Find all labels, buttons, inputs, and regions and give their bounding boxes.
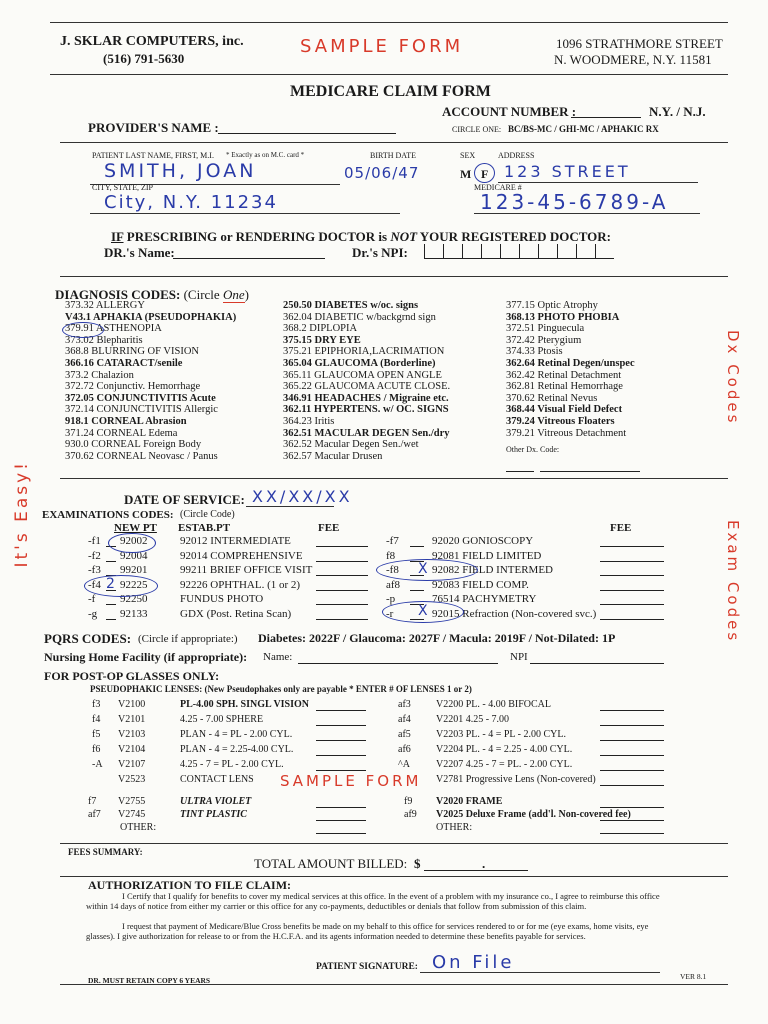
sample-form-stamp: SAMPLE FORM — [300, 36, 464, 57]
birth-date-label: BIRTH DATE — [370, 151, 416, 160]
exam-fcode: -f8 — [386, 564, 399, 576]
diagnosis-code-item[interactable]: 368.8 BLURRING OF VISION — [65, 346, 199, 358]
exam-fcode: -f7 — [386, 535, 399, 547]
exam-fee-field[interactable] — [600, 537, 664, 547]
exam-fcode: -f — [88, 593, 96, 605]
postop-fee-field[interactable] — [600, 811, 664, 821]
postop-desc: CONTACT LENS — [180, 774, 254, 785]
exam-f8-mark: X — [418, 561, 431, 577]
postop-fcode: f3 — [92, 699, 101, 710]
form-title: MEDICARE CLAIM FORM — [290, 83, 491, 100]
postop-code[interactable]: V2107 — [118, 759, 146, 770]
account-label: ACCOUNT NUMBER : — [442, 104, 577, 119]
diagnosis-code-item[interactable]: 375.21 EPIPHORIA,LACRIMATION — [283, 346, 445, 358]
postop-desc[interactable]: V2204 PL. - 4 = 2.25 - 4.00 CYL. — [436, 744, 573, 755]
diagnosis-code-item[interactable]: 368.44 Visual Field Defect — [506, 404, 623, 416]
exam-header-fee-right: FEE — [610, 522, 632, 534]
exam-fcode: f8 — [386, 549, 396, 562]
diagnosis-code-item[interactable]: V43.1 APHAKIA (PSEUDOPHAKIA) — [65, 311, 237, 323]
exam-code[interactable]: 92081 FIELD LIMITED — [432, 549, 542, 562]
dr-npi-boxes[interactable] — [424, 244, 614, 259]
diagnosis-code-item[interactable]: 377.15 Optic Atrophy — [506, 300, 598, 311]
diagnosis-code-item[interactable]: 370.62 Retinal Nevus — [506, 392, 598, 404]
postop-fee-field[interactable] — [316, 746, 366, 756]
postop-desc[interactable]: V2203 PL. - 4 = PL - 2.00 CYL. — [436, 729, 566, 740]
diagnosis-code-item[interactable]: 370.62 CORNEAL Neovasc / Panus — [65, 450, 218, 462]
exam-new-code[interactable]: 92133 — [120, 607, 148, 620]
postop-desc[interactable]: V2781 Progressive Lens (Non-covered) — [436, 774, 596, 785]
exact-note: * Exactly as on M.C. card * — [226, 151, 305, 159]
total-dollar: $ — [414, 856, 421, 871]
city-value[interactable]: City, N.Y. 11234 — [104, 192, 278, 213]
company-name: J. SKLAR COMPUTERS, inc. — [60, 34, 244, 49]
company-phone: (516) 791-5630 — [103, 51, 185, 66]
postop-desc: 4.25 - 7 = PL - 2.00 CYL. — [180, 759, 284, 770]
exam-count-field[interactable] — [410, 581, 424, 591]
postop-fcode: f9 — [404, 796, 413, 807]
diagnosis-code-item[interactable]: 373.02 Blepharitis — [65, 334, 143, 346]
exam-92002-circle — [108, 533, 156, 553]
postop-fcode: f5 — [92, 729, 101, 740]
exam-header-estab: ESTAB.PT — [178, 522, 231, 534]
diagnosis-code-item[interactable]: 362.52 Macular Degen Sen./wet — [283, 439, 419, 451]
exam-fee-field[interactable] — [600, 581, 664, 591]
postop-subtitle: PSEUDOPHAKIC LENSES: (New Pseudophakes only are payable * ENTER # OF LENSES 1 or 2) — [90, 684, 472, 694]
total-amount-field[interactable] — [424, 856, 528, 871]
exam-new-code[interactable]: 92250 — [120, 593, 148, 605]
postop-fcode: af6 — [398, 744, 411, 755]
exam-fee-field[interactable] — [600, 552, 664, 562]
postop-desc[interactable]: V2200 PL. - 4.00 BIFOCAL — [436, 699, 552, 710]
exam-estab-code[interactable]: FUNDUS PHOTO — [180, 593, 264, 605]
exam-new-code[interactable]: 92002 — [120, 535, 148, 547]
postop-fee-field[interactable] — [600, 824, 664, 834]
postop-code[interactable]: V2103 — [118, 729, 146, 740]
diagnosis-code-item[interactable]: 362.11 HYPERTENS. w/ OC. SIGNS — [283, 404, 449, 416]
postop-fcode: f7 — [88, 796, 97, 807]
postop-desc[interactable]: V2201 4.25 - 7.00 — [436, 714, 510, 725]
dr-name-field[interactable] — [173, 245, 325, 259]
dr-name-label: DR.'s Name: — [104, 245, 175, 260]
diagnosis-title: DIAGNOSIS CODES: (Circle One) — [55, 287, 249, 302]
exam-fee-field[interactable] — [316, 552, 368, 562]
postop-desc[interactable]: OTHER: — [436, 822, 473, 833]
exam-fcode: -f2 — [88, 549, 101, 562]
exam-f4-mark: 2 — [106, 576, 118, 592]
exam-new-code[interactable]: 99201 — [120, 564, 148, 576]
diagnosis-code-item[interactable]: 362.42 Retinal Detachment — [506, 369, 622, 381]
exam-fcode: -p — [386, 593, 396, 605]
account-state: N.Y. / N.J. — [649, 104, 706, 119]
postop-code[interactable]: V2104 — [118, 744, 146, 755]
postop-desc: ULTRA VIOLET — [180, 796, 252, 807]
postop-fee-field[interactable] — [316, 761, 366, 771]
postop-desc: TINT PLASTIC — [180, 809, 247, 820]
postop-fee-field[interactable] — [316, 701, 366, 711]
exam-count-field[interactable] — [106, 552, 116, 562]
pqrs-codes[interactable]: Diabetes: 2022F / Glaucoma: 2027F / Macula: 2019F / Not-Dilated: 1P — [258, 631, 616, 645]
exam-new-code[interactable]: 92225 — [120, 578, 148, 591]
version-label: VER 8.1 — [680, 972, 707, 981]
postop-fcode: -A — [92, 759, 103, 770]
prescribing-heading: IF PRESCRIBING or RENDERING DOCTOR is NOT YOUR REGISTERED DOCTOR: — [111, 229, 611, 244]
exam-estab-code[interactable]: 99211 BRIEF OFFICE VISIT — [180, 564, 313, 576]
exam-fee-field[interactable] — [316, 537, 368, 547]
exam-92225-circle — [84, 575, 158, 597]
postop-fcode: af4 — [398, 714, 411, 725]
diagnosis-code-item[interactable]: 372.51 Pinguecula — [506, 323, 585, 335]
exam-estab-code[interactable]: 92012 INTERMEDIATE — [180, 535, 291, 547]
provider-name-field[interactable] — [218, 120, 396, 134]
exam-fee-field[interactable] — [600, 595, 664, 605]
margin-note-easy: It's Easy! — [12, 460, 32, 568]
postop-code[interactable]: V2100 — [118, 699, 146, 710]
sex-f[interactable]: F — [481, 167, 489, 181]
diagnosis-code-item[interactable]: 379.91 ASTHENOPIA — [65, 323, 162, 335]
diagnosis-code-item[interactable]: 372.42 Pterygium — [506, 334, 582, 346]
postop-fcode: af3 — [398, 699, 411, 710]
postop-code[interactable]: V2523 — [118, 774, 146, 785]
postop-fcode: ^A — [398, 759, 410, 770]
exam-code[interactable]: 76514 PACHYMETRY — [432, 593, 537, 605]
address-value[interactable]: 123 STREET — [504, 162, 631, 181]
fees-summary-label: FEES SUMMARY: — [68, 847, 143, 857]
patient-name-label: PATIENT LAST NAME, FIRST, M.I. — [92, 151, 214, 160]
exam-fee-field[interactable] — [600, 566, 664, 576]
postop-fee-field[interactable] — [600, 716, 664, 726]
exam-header-new: NEW PT — [114, 522, 157, 534]
exam-new-code[interactable]: 92004 — [120, 549, 148, 562]
medicare-label: MEDICARE # — [474, 183, 522, 192]
dr-npi-label: Dr.'s NPI: — [352, 245, 408, 260]
company-address-1: 1096 STRATHMORE STREET — [556, 36, 723, 51]
postop-fcode: f4 — [92, 714, 101, 725]
nursing-name-label: Name: — [263, 651, 293, 663]
postop-fcode: af9 — [404, 809, 417, 820]
medicare-value[interactable]: 123-45-6789-A — [480, 190, 669, 214]
diagnosis-code-item[interactable]: 918.1 CORNEAL Abrasion — [65, 415, 187, 427]
total-label: TOTAL AMOUNT BILLED: — [254, 856, 408, 871]
margin-note-dx: Dx Codes — [724, 330, 742, 426]
diagnosis-code-item[interactable]: 371.24 CORNEAL Edema — [65, 427, 178, 439]
nursing-label: Nursing Home Facility (if appropriate): — [44, 650, 248, 664]
exam-estab-code[interactable]: 92014 COMPREHENSIVE — [180, 549, 303, 562]
exam-fee-field[interactable] — [316, 610, 368, 620]
postop-fee-field[interactable] — [600, 798, 664, 808]
diagnosis-code-item[interactable]: 362.81 Retinal Hemorrhage — [506, 381, 623, 393]
postop-code[interactable]: V2755 — [118, 796, 146, 807]
exam-fcode: -f1 — [88, 535, 101, 547]
diagnosis-code-item[interactable]: 373.2 Chalazion — [65, 369, 134, 381]
postop-desc[interactable]: V2025 Deluxe Frame (add'l. Non-covered fee) — [436, 809, 631, 820]
nursing-npi-field[interactable] — [530, 651, 664, 664]
exam-code[interactable]: 92020 GONIOSCOPY — [432, 535, 534, 547]
exam-fee-field[interactable] — [316, 595, 368, 605]
auth-paragraph-1: I Certify that I qualify for benefits to cover my medical services at this office. In the event of a problem with my insurance co., I agree to reimburse this office within 14 days of notice from either my carrier or this office for any co-payments, deductibles or denials that follow from submission of this claim. — [86, 891, 660, 911]
exam-fcode: -g — [88, 607, 98, 620]
diagnosis-code-item[interactable]: 362.04 DIABETIC w/backgrnd sign — [283, 311, 436, 323]
diagnosis-code-item[interactable]: 373.32 ALLERGY — [65, 300, 145, 311]
other-dx-field-1[interactable] — [506, 461, 534, 472]
provider-name-label: PROVIDER'S NAME : — [88, 120, 219, 135]
postop-fee-field[interactable] — [316, 824, 366, 834]
postop-desc: PLAN - 4 = PL - 2.00 CYL. — [180, 729, 293, 740]
margin-note-exam: Exam Codes — [724, 520, 742, 644]
postop-fee-field[interactable] — [600, 746, 664, 756]
nursing-npi-label: NPI — [510, 651, 528, 663]
exam-fee-field[interactable] — [316, 566, 368, 576]
postop-desc[interactable]: V2207 4.25 - 7 = PL. - 2.00 CYL. — [436, 759, 573, 770]
patient-name-value[interactable]: SMITH, JOAN — [104, 160, 257, 182]
diagnosis-code-item[interactable]: 365.22 GLAUCOMA ACUTE CLOSE. — [283, 381, 451, 393]
postop-fee-field[interactable] — [600, 701, 664, 711]
postop-desc: PL-4.00 SPH. SINGL VISION — [180, 699, 310, 710]
diagnosis-code-item[interactable]: 374.33 Ptosis — [506, 346, 563, 358]
diagnosis-code-item[interactable]: 362.64 Retinal Degen/unspec — [506, 357, 635, 369]
exam-count-field[interactable] — [106, 610, 116, 620]
diagnosis-code-item[interactable]: 379.21 Vitreous Detachment — [506, 427, 627, 439]
diagnosis-code-item[interactable]: 375.15 DRY EYE — [283, 334, 361, 346]
account-options: BC/BS-MC / GHI-MC / APHAKIC RX — [508, 124, 659, 134]
postop-desc: OTHER: — [120, 822, 157, 833]
postop-desc: 4.25 - 7.00 SPHERE — [180, 714, 264, 725]
city-label: CITY, STATE, ZIP — [92, 183, 153, 192]
postop-fee-field[interactable] — [316, 716, 366, 726]
exam-fcode: -f3 — [88, 564, 101, 576]
diagnosis-code-item[interactable]: 930.0 CORNEAL Foreign Body — [65, 439, 202, 451]
nursing-name-field[interactable] — [298, 651, 498, 664]
postop-fee-field[interactable] — [316, 798, 366, 808]
date-of-service-value[interactable]: XX/XX/XX — [252, 487, 353, 506]
postop-title: FOR POST-OP GLASSES ONLY: — [44, 669, 220, 683]
diagnosis-code-item[interactable]: 366.16 CATARACT/senile — [65, 357, 183, 369]
company-address-2: N. WOODMERE, N.Y. 11581 — [554, 52, 712, 67]
pqrs-note: (Circle if appropriate:) — [138, 633, 238, 645]
diagnosis-col-2 — [283, 300, 450, 462]
diagnosis-code-item[interactable]: 372.05 CONJUNCTIVITIS Acute — [65, 392, 216, 404]
diagnosis-code-item[interactable]: 362.51 MACULAR DEGEN Sen./dry — [283, 427, 450, 439]
diagnosis-code-item[interactable]: 364.23 Iritis — [283, 415, 335, 427]
exam-code[interactable]: 92015 Refraction (Non-covered svc.) — [432, 607, 597, 620]
address-label: ADDRESS — [498, 151, 535, 160]
postop-fee-field[interactable] — [600, 761, 664, 771]
birth-date-value[interactable]: 05/06/47 — [344, 164, 420, 182]
postop-desc[interactable]: V2020 FRAME — [436, 796, 503, 807]
dx-asthenopia-circle — [62, 322, 104, 338]
exam-count-field[interactable] — [410, 537, 424, 547]
signature-label: PATIENT SIGNATURE: — [316, 962, 418, 972]
postop-code[interactable]: V2745 — [118, 809, 146, 820]
postop-code[interactable]: V2101 — [118, 714, 146, 725]
circle-one-label: CIRCLE ONE: — [452, 125, 502, 134]
diagnosis-code-item[interactable]: 368.13 PHOTO PHOBIA — [506, 311, 620, 323]
exam-title: EXAMINATIONS CODES: — [42, 509, 174, 521]
exam-header-fee-left: FEE — [318, 522, 340, 534]
postop-fee-field[interactable] — [316, 811, 366, 821]
date-of-service-label: DATE OF SERVICE: — [124, 492, 245, 507]
exam-fcode: -r — [386, 607, 394, 620]
diagnosis-code-item[interactable]: 365.04 GLAUCOMA (Borderline) — [283, 357, 436, 369]
sex-label: SEX — [460, 151, 476, 160]
postop-fcode: af5 — [398, 729, 411, 740]
postop-desc: PLAN - 4 = 2.25-4.00 CYL. — [180, 744, 294, 755]
exam-estab-code[interactable]: 92226 OPHTHAL. (1 or 2) — [180, 578, 301, 591]
auth-title: AUTHORIZATION TO FILE CLAIM: — [88, 878, 292, 892]
sample-form-stamp-2: SAMPLE FORM — [280, 772, 422, 790]
signature-value[interactable]: On File — [432, 952, 515, 973]
postop-fcode: f6 — [92, 744, 101, 755]
diagnosis-code-item[interactable]: 372.72 Conjunctiv. Hemorrhage — [65, 381, 201, 393]
other-dx-label: Other Dx. Code: — [506, 445, 560, 454]
exam-r-mark: X — [418, 603, 431, 619]
sex-m[interactable]: M — [460, 167, 472, 181]
exam-code[interactable]: 92083 FIELD COMP. — [432, 578, 529, 591]
exam-code[interactable]: 92082 FIELD INTERMED — [432, 564, 553, 576]
postop-fee-field[interactable] — [600, 776, 664, 786]
diagnosis-code-item[interactable]: 250.50 DIABETES w/oc. signs — [283, 300, 419, 311]
diagnosis-code-item[interactable]: 379.24 Vitreous Floaters — [506, 415, 615, 427]
account-number-field[interactable] — [571, 103, 641, 118]
exam-fee-field[interactable] — [600, 610, 664, 620]
diagnosis-code-item[interactable]: 365.11 GLAUCOMA OPEN ANGLE — [283, 369, 442, 381]
pqrs-label: PQRS CODES: — [44, 631, 132, 646]
postop-fee-field[interactable] — [600, 731, 664, 741]
exam-fcode: af8 — [386, 578, 401, 591]
postop-fee-field[interactable] — [316, 731, 366, 741]
diagnosis-code-item[interactable]: 362.57 Macular Drusen — [283, 450, 383, 462]
exam-fcode: -f4 — [88, 578, 101, 591]
exam-note: (Circle Code) — [180, 509, 235, 520]
diagnosis-col-3 — [506, 300, 635, 439]
auth-paragraph-2: I request that payment of Medicare/Blue Cross benefits be made on my behalf to this office for services rendered to or for me (eye exams, home visits, eye glasses). I give authorization for release to or from the H.C.F.A. and its agents information needed to determine these benefits payable for services. — [86, 921, 649, 941]
exam-estab-code[interactable]: GDX (Post. Retina Scan) — [180, 607, 292, 620]
diagnosis-code-item[interactable]: 372.14 CONJUNCTIVITIS Allergic — [65, 404, 218, 416]
total-dot: . — [482, 856, 486, 871]
exam-fee-field[interactable] — [316, 581, 368, 591]
diagnosis-code-item[interactable]: 368.2 DIPLOPIA — [283, 323, 358, 335]
postop-fcode: af7 — [88, 809, 101, 820]
other-dx-field-2[interactable] — [540, 461, 640, 472]
diagnosis-code-item[interactable]: 346.91 HEADACHES / Migraine etc. — [283, 392, 449, 404]
retain-note: DR. MUST RETAIN COPY 6 YEARS — [88, 976, 211, 985]
sex-f-circle — [474, 163, 495, 183]
